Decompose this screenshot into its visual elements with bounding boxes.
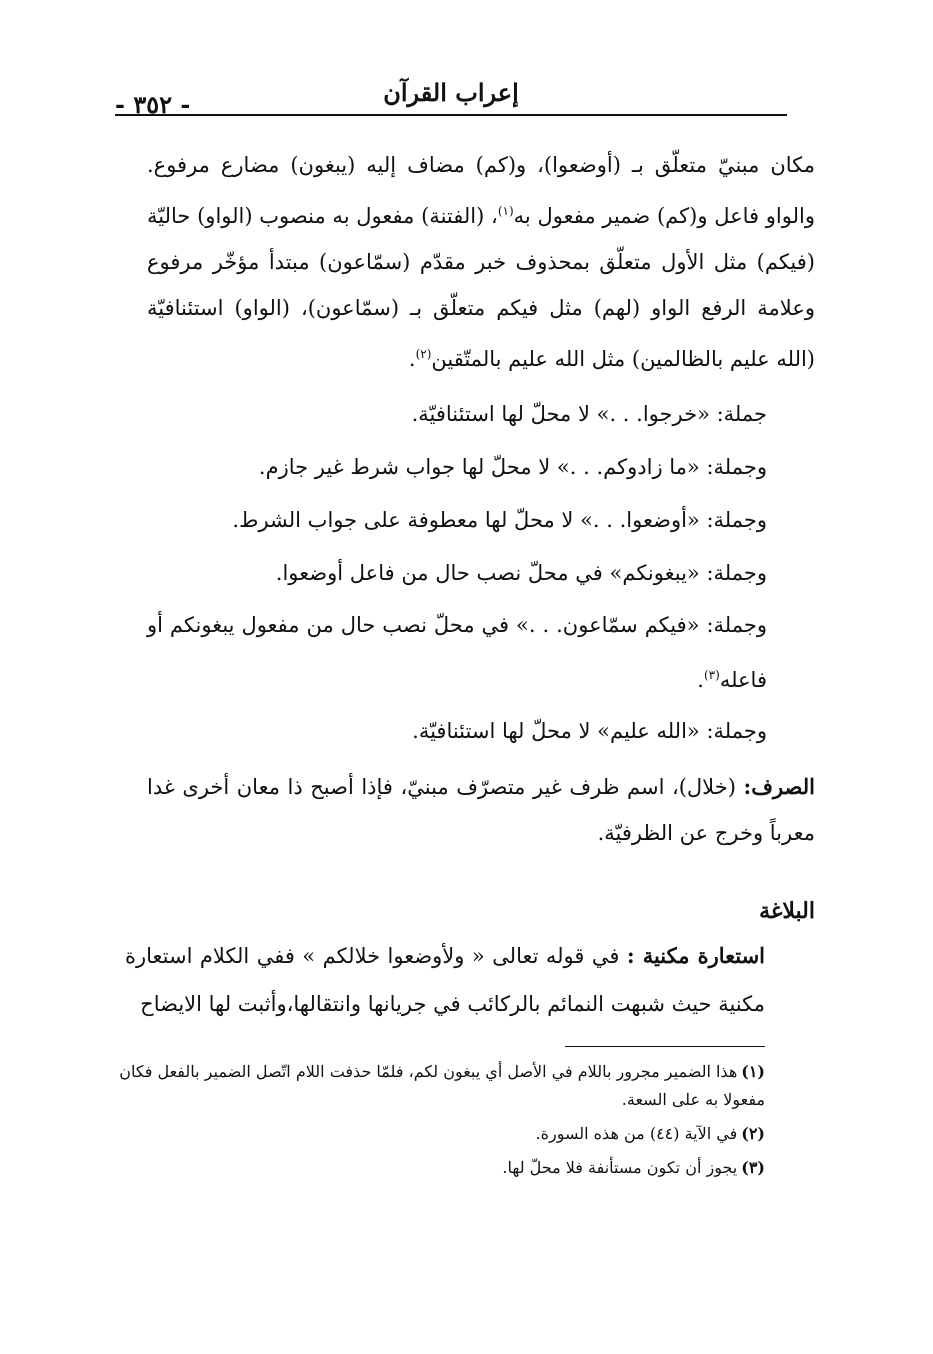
sentence-item: وجملة: «ما زادوكم. . .» لا محلّ لها جواب شرط غير جازم. [258,455,767,479]
sarf-text: (خلال)، اسم ظرف غير متصرّف مبنيّ، فإذا أصبح ذا معان أخرى غدا معرباً وخرج عن الظرفيّة. [147,775,815,845]
footnote-number: (١) [741,1062,765,1081]
intro-end: . [408,347,416,371]
sentence-item: وجملة: «يبغونكم» في محلّ نصب حال من فاعل أوضعوا. [275,561,767,585]
sentence-5-text: وجملة: «فيكم سمّاعون. . .» في محلّ نصب حال من مفعول يبغونكم أو فاعله [147,613,767,692]
balagha-heading: البلاغة [759,898,815,924]
footnote-number: (٢) [741,1124,765,1143]
main-text [147,142,815,856]
sentence-item: جملة: «خرجوا. . .» لا محلّ لها استئنافيّة. [411,402,767,426]
footnote-ref-1: (١) [497,204,514,218]
footnote-ref-3: (٣) [703,668,720,682]
balagha-paragraph [125,932,765,1028]
footnote-text: يجوز أن تكون مستأنفة فلا محلّ لها. [502,1158,738,1177]
sentence-item-5 [147,600,815,705]
footnote-item [105,1058,765,1114]
footnote-ref-2: (٢) [415,347,432,361]
sarf-label: الصرف: [743,774,815,799]
balagha-label: استعارة مكنية : [626,943,766,968]
intro-continuation: ، (الفتنة) مفعول به منصوب (الواو) حاليّة (فيكم) مثل الأول متعلّق بمحذوف خبر مقدّم (سمّاعون) مبتدأ مؤخّر مرفوع وعلامة الرفع الواو (لهم) مثل فيكم متعلّق بـ (سمّاعون)، (الواو) استئنافيّة (الله عليم بالظالمين) مثل الله عليم بالمتّقين [147,204,815,371]
running-title: إعراب القرآن [383,78,519,107]
footnote-divider [565,1046,765,1047]
sentence-list [147,388,815,758]
intro-paragraph [147,142,815,382]
footnotes [105,1058,765,1188]
footnote-item [105,1120,765,1148]
page-header [115,74,787,119]
sentence-item: وجملة: «الله عليم» لا محلّ لها استئنافيّة. [412,719,767,743]
footnote-text: هذا الضمير مجرور باللام في الأصل أي يبغون لكم، فلمّا حذفت اللام اتّصل الضمير بالفعل فكان مفعولا به على السعة. [119,1062,765,1109]
sentence-item: وجملة: «أوضعوا. . .» لا محلّ لها معطوفة على جواب الشرط. [232,508,767,532]
sentence-5-end: . [697,668,704,692]
sarf-paragraph [147,764,815,856]
footnote-item [105,1154,765,1182]
balagha-text: في قوله تعالى « ولأوضعوا خلالكم » ففي الكلام استعارة مكنية حيث شبهت النمائم بالركائب في جريانها وانتقالها،وأثبت لها الايضاح [125,944,765,1016]
page-number: - ٣٥٢ - [115,90,191,119]
footnote-number: (٣) [741,1158,765,1177]
footnote-text: في الآية (٤٤) من هذه السورة. [535,1124,738,1143]
intro-text: مكان مبنيّ متعلّق بـ (أوضعوا)، و(كم) مضاف إليه (يبغون) مضارع مرفوع. والواو فاعل و(كم) ضمير مفعول به [147,153,815,228]
